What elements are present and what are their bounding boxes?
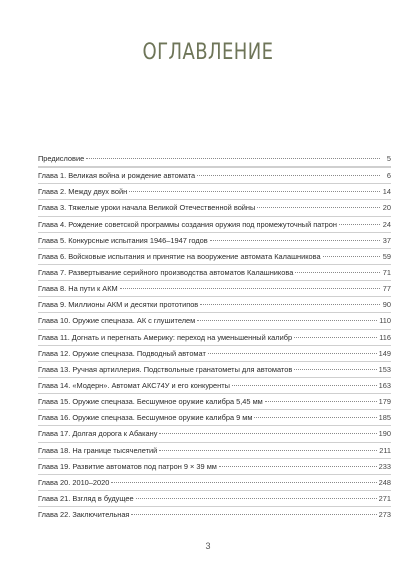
- toc-entry[interactable]: [38, 232, 391, 248]
- toc-entry-title: Глава 10. Оружие спецназа. АК с глушителем: [38, 316, 196, 326]
- toc-entry[interactable]: [38, 151, 391, 167]
- toc-entry-title: Глава 2. Между двух войн: [38, 187, 128, 197]
- dot-leader: [159, 433, 376, 434]
- toc-entry-title: Предисловие: [38, 154, 85, 163]
- toc-entry-title: Глава 9. Миллионы АКМ и десятки прототипов: [38, 300, 199, 310]
- dot-leader: [294, 369, 376, 370]
- dot-leader: [200, 304, 380, 305]
- toc-entry-title: Глава 14. «Модерн». Автомат АКС74У и его конкуренты: [38, 380, 230, 390]
- toc-entry-page: 233: [378, 461, 391, 471]
- toc-entry[interactable]: [38, 361, 391, 377]
- toc-entry-title: Глава 16. Оружие спецназа. Бесшумное оружие калибра 9 мм: [38, 413, 253, 423]
- toc-entry[interactable]: [38, 506, 391, 522]
- toc-entry[interactable]: [38, 345, 391, 361]
- toc-entry-page: 179: [378, 397, 391, 407]
- page-title: ОГЛАВЛЕНИЕ: [142, 40, 274, 65]
- toc-entry[interactable]: [38, 377, 391, 393]
- toc-entry[interactable]: [38, 199, 391, 215]
- toc-entry-title: Глава 7. Развертывание серийного производства автоматов Калашникова: [38, 267, 294, 277]
- toc-entry-title: Глава 13. Ручная артиллерия. Подствольные гранатометы для автоматов: [38, 364, 293, 374]
- toc-entry-page: 149: [378, 348, 391, 358]
- dot-leader: [295, 272, 380, 273]
- toc-entry[interactable]: [38, 296, 391, 312]
- dot-leader: [197, 320, 377, 321]
- toc-entry-title: Глава 6. Войсковые испытания и принятие на вооружение автомата Калашникова: [38, 251, 321, 261]
- toc-entry-title: Глава 17. Долгая дорога к Абакану: [38, 429, 158, 439]
- toc-entry-page: 110: [379, 316, 391, 326]
- toc-entry-title: Глава 1. Великая война и рождение автомата: [38, 171, 196, 181]
- toc-entry-title: Глава 22. Заключительная: [38, 510, 130, 520]
- toc-entry-page: 271: [378, 493, 391, 503]
- toc-entry[interactable]: [38, 474, 391, 490]
- toc-entry-page: 24: [382, 219, 391, 229]
- toc-entry[interactable]: [38, 393, 391, 409]
- toc-entry-page: 185: [378, 413, 391, 423]
- toc-entry[interactable]: [38, 329, 391, 345]
- toc-entry-page: 190: [378, 429, 391, 439]
- dot-leader: [136, 498, 377, 499]
- toc-entry-title: Глава 20. 2010–2020: [38, 477, 110, 487]
- toc-entry-page: 153: [378, 364, 391, 374]
- toc-entry-page: 248: [378, 477, 391, 487]
- toc-entry-page: 163: [378, 380, 391, 390]
- dot-leader: [294, 337, 377, 338]
- toc-entry-title: Глава 5. Конкурсные испытания 1946–1947 годов: [38, 235, 208, 245]
- dot-leader: [131, 514, 376, 515]
- toc-entry[interactable]: [38, 183, 391, 199]
- dot-leader: [86, 158, 380, 159]
- dot-leader: [254, 417, 376, 418]
- dot-leader: [232, 385, 377, 386]
- toc-entry[interactable]: [38, 409, 391, 425]
- toc-entry-title: Глава 8. На пути к АКМ: [38, 284, 118, 294]
- page-number: 3: [205, 541, 211, 551]
- toc-entry-page: 116: [379, 332, 391, 342]
- toc-entry-title: Глава 11. Догнать и перегнать Америку: переход на уменьшенный калибр: [38, 332, 293, 342]
- toc-entry-page: 5: [386, 154, 391, 163]
- toc-entry-page: 6: [386, 171, 391, 181]
- dot-leader: [265, 401, 377, 402]
- dot-leader: [339, 224, 380, 225]
- toc-entry[interactable]: [38, 312, 391, 328]
- toc-entry-page: 90: [382, 300, 391, 310]
- dot-leader: [159, 450, 377, 451]
- toc-entry[interactable]: [38, 216, 391, 232]
- toc-entry[interactable]: [38, 458, 391, 474]
- toc-entry-page: 77: [382, 284, 391, 294]
- toc-entry-page: 14: [382, 187, 391, 197]
- toc-entry-title: Глава 19. Развитие автоматов под патрон 9 × 39 мм: [38, 461, 217, 471]
- toc-entry[interactable]: [38, 490, 391, 506]
- toc-entry-page: 20: [382, 203, 391, 213]
- toc-entry[interactable]: [38, 280, 391, 296]
- dot-leader: [257, 207, 380, 208]
- toc-entry-page: 59: [382, 251, 391, 261]
- toc-entry[interactable]: [38, 264, 391, 280]
- toc-entry-title: Глава 21. Взгляд в будущее: [38, 493, 134, 503]
- toc-entry-page: 37: [382, 235, 391, 245]
- toc-entry-page: 273: [378, 510, 391, 520]
- dot-leader: [208, 353, 377, 354]
- toc-entry-title: Глава 15. Оружие спецназа. Бесшумное оружие калибра 5,45 мм: [38, 397, 263, 407]
- dot-leader: [197, 175, 380, 176]
- toc-entry-title: Глава 12. Оружие спецназа. Подводный автомат: [38, 348, 206, 358]
- toc-entry[interactable]: [38, 167, 391, 183]
- toc-entry-page: 71: [382, 267, 391, 277]
- dot-leader: [210, 240, 380, 241]
- toc-entry[interactable]: [38, 442, 391, 458]
- dot-leader: [323, 256, 380, 257]
- table-of-contents: [38, 151, 391, 522]
- dot-leader: [111, 482, 376, 483]
- dot-leader: [129, 191, 380, 192]
- toc-entry[interactable]: [38, 425, 391, 441]
- toc-entry-page: 211: [379, 445, 391, 455]
- toc-entry-title: Глава 3. Тяжелые уроки начала Великой Отечественной войны: [38, 203, 256, 213]
- toc-entry-title: Глава 18. На границе тысячелетий: [38, 445, 158, 455]
- dot-leader: [120, 288, 380, 289]
- toc-entry-title: Глава 4. Рождение советской программы создания оружия под промежуточный патрон: [38, 219, 337, 229]
- dot-leader: [219, 466, 377, 467]
- toc-entry[interactable]: [38, 248, 391, 264]
